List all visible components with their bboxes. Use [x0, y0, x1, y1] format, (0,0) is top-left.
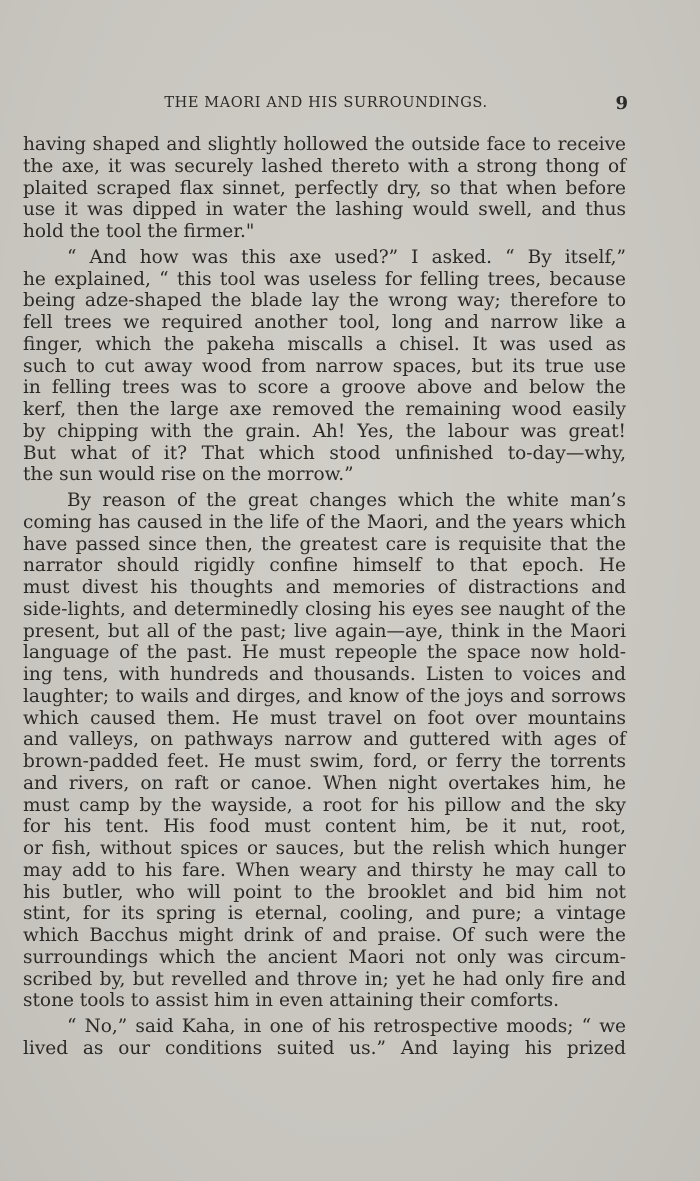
text-line: having shaped and slightly hollowed the outside face to receive [23, 134, 626, 155]
text-line: by chipping with the grain. Ah! Yes, the labour was great! [23, 420, 626, 442]
text-line: “ No,” said Kaha, in one of his retrospective moods; “ we [67, 1016, 626, 1037]
text-line: in felling trees was to score a groove above and below the [23, 377, 626, 399]
running-head-title: THE MAORI AND HIS SURROUNDINGS. [164, 95, 488, 111]
text-line: and valleys, on pathways narrow and guttered with ages of [23, 729, 626, 751]
text-line: use it was dipped in water the lashing would swell, and thus [23, 199, 626, 221]
text-line: But what of it? That which stood unfinished to-day—why, [23, 442, 626, 464]
text-line: narrator should rigidly confine himself to that epoch. He [23, 555, 626, 577]
text-line: plaited scraped flax sinnet, perfectly dry, so that when before [23, 177, 626, 199]
text-line: or fish, without spices or sauces, but the relish which hunger [23, 838, 626, 859]
text-line: hold the tool the firmer." [23, 221, 255, 242]
text-line: surroundings which the ancient Maori not only was circum- [23, 946, 626, 968]
text-line: laughter; to wails and dirges, and know of the joys and sorrows [23, 685, 626, 707]
text-line: fell trees we required another tool, long and narrow like a [23, 312, 626, 333]
text-line: his butler, who will point to the brooklet and bid him not [23, 881, 626, 903]
text-line: ing tens, with hundreds and thousands. Listen to voices and [23, 664, 626, 685]
text-line: By reason of the great changes which the white man’s [67, 490, 626, 511]
paragraph [23, 134, 626, 243]
text-line: lived as our conditions suited us.” And laying his prized [23, 1037, 626, 1059]
text-line: stint, for its spring is eternal, cooling, and pure; a vintage [23, 903, 626, 925]
body-text [23, 134, 626, 1064]
text-line: must divest his thoughts and memories of distractions and [23, 577, 626, 598]
text-line: brown-padded feet. He must swim, ford, or ferry the torrents [23, 751, 626, 772]
text-line: finger, which the pakeha miscalls a chisel. It was used as [23, 333, 626, 355]
text-line: coming has caused in the life of the Maori, and the years which [23, 511, 626, 533]
text-line: such to cut away wood from narrow spaces, but its true use [23, 355, 626, 377]
page-number: 9 [615, 93, 628, 114]
text-line: have passed since then, the greatest care is requisite that the [23, 533, 626, 555]
paragraph [23, 490, 626, 1012]
text-line: must camp by the wayside, a root for his pillow and the sky [23, 794, 626, 816]
text-line: he explained, “ this tool was useless for felling trees, because [23, 268, 626, 290]
text-line: “ And how was this axe used?” I asked. “ By itself,” [67, 246, 626, 268]
paragraph [23, 247, 626, 486]
text-line: scribed by, but revelled and throve in; yet he had only fire and [23, 968, 626, 990]
text-line: the sun would rise on the morrow.” [23, 464, 354, 486]
text-line: being adze-shaped the blade lay the wrong way; therefore to [23, 290, 626, 312]
text-line: present, but all of the past; live again—aye, think in the Maori [23, 620, 626, 642]
text-line: stone tools to assist him in even attaining their comforts. [23, 990, 560, 1012]
text-line: side-lights, and determinedly closing his eyes see naught of the [23, 598, 626, 620]
text-line: kerf, then the large axe removed the remaining wood easily [23, 399, 626, 420]
text-line: which Bacchus might drink of and praise. Of such were the [23, 925, 626, 946]
paragraph [23, 1016, 626, 1060]
text-line: the axe, it was securely lashed thereto with a strong thong of [23, 155, 626, 177]
text-line: language of the past. He must repeople the space now hold- [23, 642, 626, 664]
text-line: for his tent. His food must content him, be it nut, root, [23, 816, 626, 838]
text-line: may add to his fare. When weary and thirsty he may call to [23, 859, 626, 881]
text-line: and rivers, on raft or canoe. When night overtakes him, he [23, 772, 626, 794]
running-head [24, 93, 628, 117]
text-line: which caused them. He must travel on foot over mountains [23, 707, 626, 729]
